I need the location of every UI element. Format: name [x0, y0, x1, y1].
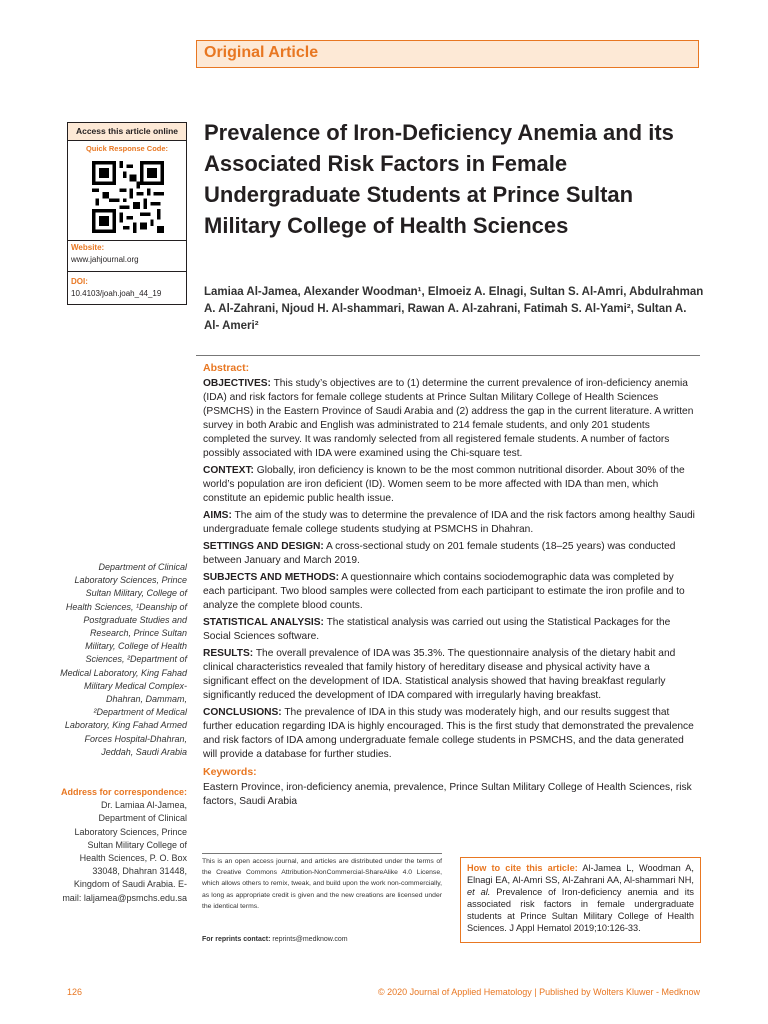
qr-code-icon[interactable] — [92, 161, 164, 233]
access-online-box — [67, 122, 187, 305]
article-type-banner — [196, 40, 699, 68]
abstract-methods: SUBJECTS AND METHODS: A questionnaire which contains sociodemographic data was completed by each participant. Two blood samples were collected from each participant to estimate the iron profile and to analyze the complete blood counts. — [203, 572, 685, 611]
citation-heading: How to cite this article: — [467, 863, 578, 873]
website-link[interactable]: www.jahjournal.org — [71, 255, 139, 264]
abstract-context: CONTEXT: Globally, iron deficiency is known to be the most common nutritional disorder. About 30% of the world’s population are iron deficient (ID). Women seem to be more affected with IDA than men, which constitute an epidemic public health issue. — [203, 465, 685, 504]
doi-link[interactable]: 10.4103/joah.joah_44_19 — [71, 289, 162, 298]
page-number: 126 — [67, 987, 83, 997]
citation-box: How to cite this article: Al-Jamea L, Woodman A, Elnagi EA, Al-Amri SS, Al-Zahrani AA, Al-shammari NH, et al. Prevalence of Iron-deficiency anemia and its associated risk factors in female undergraduate students at Prince Sultan Military College of Health Sciences. J Appl Hematol 2019;10:126-33. — [460, 857, 701, 943]
reprints-contact: For reprints contact: reprints@medknow.com — [202, 936, 348, 943]
abstract-statistics: STATISTICAL ANALYSIS: The statistical analysis was carried out using the Statistical Packages for the Social Sciences software. — [203, 617, 671, 642]
abstract-divider — [196, 355, 700, 356]
author-list: Lamiaa Al-Jamea, Alexander Woodman¹, Elmoeiz A. Elnagi, Sultan S. Al-Amri, Abdulrahman A. Al-Zahrani, Njoud H. Al-shammari, Rawan A. Al-zahrani, Fatimah S. Al-Yami², Sultan A. Al- Ameri² — [204, 286, 704, 332]
reprints-email[interactable]: reprints@medknow.com — [270, 936, 348, 943]
correspondence-address: Dr. Lamiaa Al-Jamea, Department of Clinical Laboratory Sciences, Prince Sultan Military College of Health Sciences, P. O. Box 33048, Dhahran 31448, Kingdom of Saudi Arabia. E-mail: laljamea@psmchs.edu.sa — [62, 800, 187, 903]
license-text: This is an open access journal, and articles are distributed under the terms of the Creative Commons Attribution-NonCommercial-ShareAlike 4.0 License, which allows others to remix, tweak, and build upon the work non-commercially, as long as appropriate credit is given and the new creations are licensed under the identical terms. — [202, 858, 442, 910]
keywords-heading: Keywords: — [203, 766, 257, 778]
access-header: Access this article online — [68, 123, 186, 141]
abstract-objectives: OBJECTIVES: This study’s objectives are to (1) determine the current prevalence of iron-deficiency anemia (IDA) and risk factors for female college students at Prince Sultan Military College of Health Sciences (PSMCHS) in the Eastern Province of Saudi Arabia and (2) address the gap in the current literature. A written survey in both Arabic and English was administrated to 214 female students, and only 201 students completed the survey. It was randomly selected from all registered female students. A number of factors possibly associated with IDA were examined using the Chi-square test. — [203, 378, 694, 459]
license-divider — [202, 853, 442, 854]
abstract — [203, 361, 696, 812]
correspondence-heading: Address for correspondence: — [60, 787, 187, 797]
abstract-heading: Abstract: — [203, 362, 250, 374]
article-type-label: Original Article — [204, 44, 319, 61]
footer-copyright: © 2020 Journal of Applied Hematology | Published by Wolters Kluwer - Medknow — [378, 987, 700, 997]
website-label: Website: — [71, 243, 105, 252]
correspondence — [60, 786, 187, 905]
qr-label: Quick Response Code: — [85, 144, 169, 153]
abstract-aims: AIMS: The aim of the study was to determine the prevalence of IDA and the risk factors among healthy Saudi undergraduate female college students studying at PSMCHS in Dhahran. — [203, 510, 695, 535]
article-title: Prevalence of Iron-Deficiency Anemia and its Associated Risk Factors in Female Undergraduate Students at Prince Sultan Military College of Health Sciences — [204, 120, 674, 238]
keywords: Eastern Province, iron-deficiency anemia, prevalence, Prince Sultan Military College of Health Sciences, risk factors, Saudi Arabia — [203, 782, 692, 807]
access-divider — [68, 240, 186, 241]
abstract-conclusions: CONCLUSIONS: The prevalence of IDA in this study was moderately high, and our results suggest that further education regarding IDA is highly encouraged. This is the first study that demonstrated the prevalence and risk factors of IDA among undergraduate female college students in PSMCHS, and the data generated will provide a database for further studies. — [203, 707, 694, 760]
doi-label: DOI: — [71, 277, 88, 286]
affiliations: Department of Clinical Laboratory Sciences, Prince Sultan Military, College of Health Sciences, ¹Deanship of Postgraduate Studies and Research, Prince Sultan Military, College of Health Sciences, ²Department of Medical Laboratory, King Fahad Military Medical Complex-Dhahran, Dammam, ²Department of Medical Laboratory, King Fahad Armed Forces Hospital-Dhahran, Jeddah, Saudi Arabia — [60, 562, 187, 757]
access-divider — [68, 271, 186, 272]
abstract-results: RESULTS: The overall prevalence of IDA was 35.3%. The questionnaire analysis of the dietary habit and clinical characteristics revealed that family history of hereditary disease and physical activity have a significant effect on the development of IDA. Statistical analysis showed that having breakfast regularly significantly reduced the development of IDA compared with irregularly having breakfast. — [203, 648, 676, 701]
abstract-settings: SETTINGS AND DESIGN: A cross-sectional study on 201 female students (18–25 years) was conducted between January and March 2019. — [203, 541, 676, 566]
